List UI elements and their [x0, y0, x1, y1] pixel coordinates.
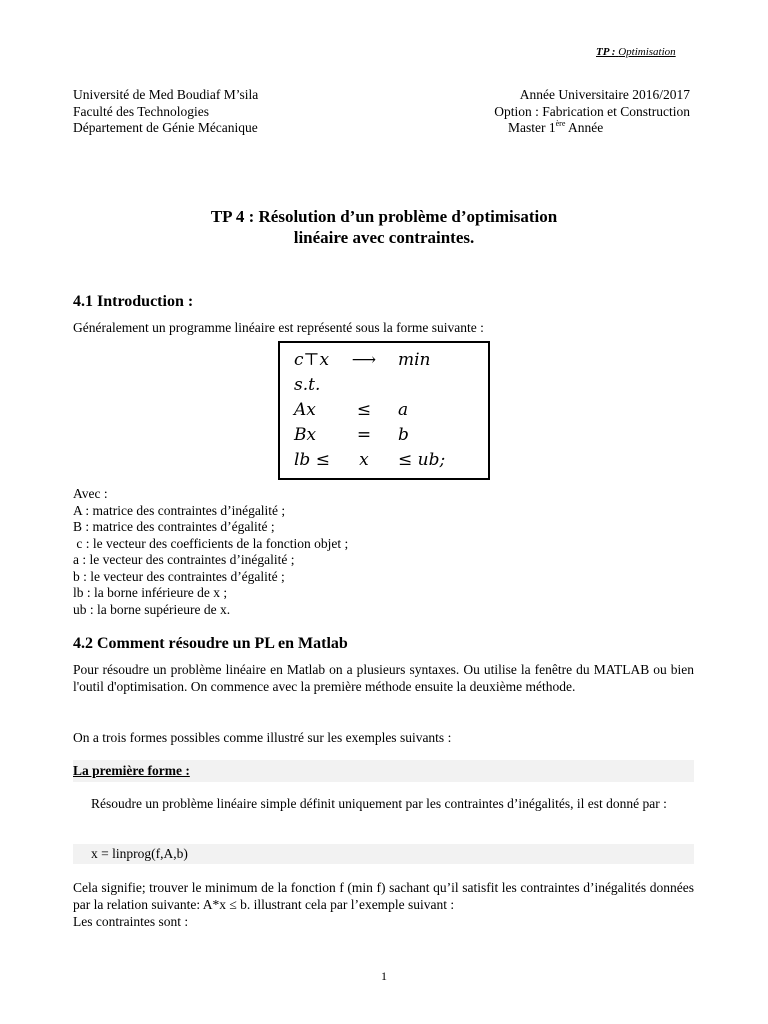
formulation-cell: Bx	[294, 425, 317, 446]
formulation-cell: b	[397, 425, 409, 446]
section-2-heading: 4.2 Comment résoudre un PL en Matlab	[73, 635, 348, 652]
formulation-row	[294, 373, 453, 398]
master-sup: ère	[555, 119, 566, 128]
formulation-cell: s.t.	[294, 375, 321, 396]
header-tag	[596, 44, 676, 61]
formulation-cell: x	[359, 450, 369, 471]
definition-item: lb : la borne inférieure de x ;	[73, 585, 228, 600]
formulation-cell	[338, 373, 398, 398]
formulation-cell: min	[397, 350, 431, 371]
institution-right	[466, 87, 690, 137]
first-form-heading: La première forme :	[73, 763, 190, 778]
formulation-cell: ≤	[356, 400, 372, 421]
option-label: Option : Fabrication et Construction	[494, 103, 690, 119]
section-2-paragraph-2: On a trois formes possibles comme illustré sur les exemples suivants :	[73, 730, 452, 745]
formulation-cell: a	[397, 400, 409, 421]
master-prefix: Master 1	[508, 120, 556, 135]
formulation-cell: Ax	[294, 400, 316, 421]
first-form-band	[73, 760, 694, 782]
section-1-heading: 4.1 Introduction :	[73, 293, 194, 310]
formulation-row	[294, 423, 453, 448]
department-name: Département de Génie Mécanique	[73, 120, 258, 135]
lp-formulation-box	[278, 341, 490, 480]
definition-item: A : matrice des contraintes d’inégalité ;	[73, 502, 286, 518]
master-label	[466, 120, 690, 137]
definition-item: b : le vecteur des contraintes d’égalité ;	[73, 568, 285, 584]
definition-item: c : le vecteur des coefficients de la fonction objet ;	[73, 535, 349, 551]
title-line-1: TP 4 : Résolution d’un problème d’optimisation	[210, 207, 558, 226]
section-1-intro: Généralement un programme linéaire est représenté sous la forme suivante :	[73, 320, 484, 335]
formulation-cell: c⊤x	[294, 350, 330, 371]
formulation-row	[294, 348, 453, 373]
faculty-name: Faculté des Technologies	[73, 103, 210, 119]
code-band	[73, 844, 694, 864]
title-line-2: linéaire avec contraintes.	[293, 228, 475, 247]
lp-formulation	[294, 348, 453, 473]
section-2-paragraph-1: Pour résoudre un problème linéaire en Matlab on a plusieurs syntaxes. Ou utilise la fenêtre du MATLAB ou bien l'outil d'optimisation. On commence avec la première méthode ensuite la deuxième méthode.	[73, 662, 694, 694]
definitions-list	[73, 486, 694, 618]
academic-year: Année Universitaire 2016/2017	[519, 87, 690, 102]
definition-item: a : le vecteur des contraintes d’inégalité ;	[73, 552, 295, 567]
university-name: Université de Med Boudiaf M’sila	[73, 87, 259, 102]
definition-item: B : matrice des contraintes d’égalité ;	[73, 519, 275, 534]
formulation-row	[294, 398, 453, 423]
page-number: 1	[381, 969, 387, 983]
formulation-cell: lb ≤	[294, 450, 330, 471]
formulation-cell	[398, 373, 453, 398]
avec-label: Avec :	[73, 486, 108, 501]
master-suffix: Année	[565, 120, 604, 135]
section-2-paragraph-5: Les contraintes sont :	[73, 914, 189, 929]
definition-item: ub : la borne supérieure de x.	[73, 601, 231, 617]
header-tag-text: Optimisation	[618, 46, 676, 58]
formulation-row	[294, 448, 453, 473]
institution-left	[73, 87, 258, 137]
formulation-cell: ⟶	[351, 350, 377, 371]
section-2-paragraph-3: Résoudre un problème linéaire simple définit uniquement par les contraintes d’inégalités, il est donné par :	[91, 796, 667, 811]
header-tag-bold: TP :	[596, 46, 616, 58]
section-2-paragraph-4: Cela signifie; trouver le minimum de la fonction f (min f) sachant qu’il satisfit les contraintes d’inégalités données par la relation suivante: A*x ≤ b. illustrant cela par l’exemple suivant :	[73, 880, 694, 912]
formulation-cell: =	[356, 425, 372, 446]
linprog-code: x = linprog(f,A,b)	[91, 846, 188, 861]
formulation-cell: ≤ ub;	[397, 450, 446, 471]
page-title	[0, 206, 768, 248]
